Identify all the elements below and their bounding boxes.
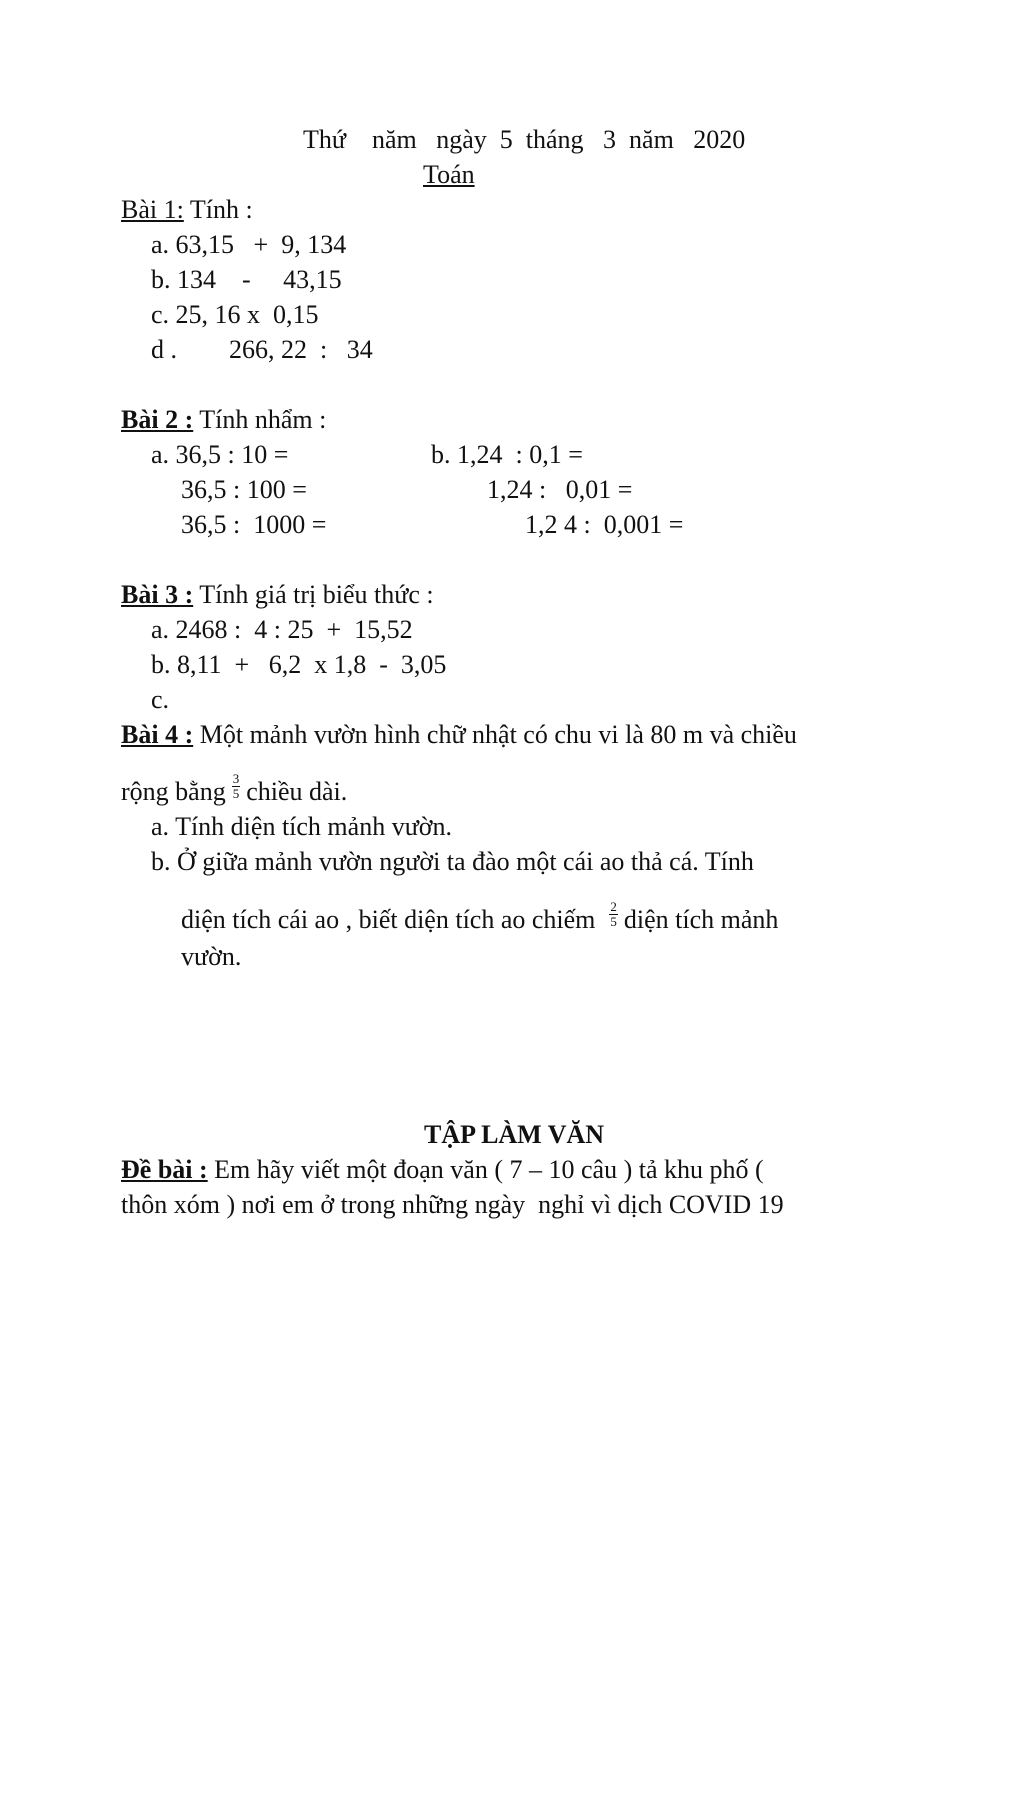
fraction-two-fifths <box>609 898 618 929</box>
bai1-item-b: b. 134 - 43,15 <box>151 265 342 294</box>
fraction-denominator: 5 <box>610 913 617 929</box>
bai4-item-a: a. Tính diện tích mảnh vườn. <box>151 812 453 841</box>
bai3-instruction: Tính giá trị biểu thức : <box>193 580 434 609</box>
bai4-line2-post: chiều dài. <box>246 777 348 806</box>
date-line: Thứ năm ngày 5 tháng 3 năm 2020 <box>303 125 746 154</box>
bai4-line1: Một mảnh vườn hình chữ nhật có chu vi là 80 m và chiều <box>193 720 797 749</box>
essay-heading: TẬP LÀM VĂN <box>424 1120 605 1149</box>
bai4-line2-pre: rộng bằng <box>121 777 226 806</box>
bai1-heading <box>121 195 253 225</box>
bai4-title: Bài 4 : <box>121 720 194 749</box>
bai3-item-a: a. 2468 : 4 : 25 + 15,52 <box>151 615 413 644</box>
bai3-item-c: c. <box>151 685 170 714</box>
fraction-numerator: 2 <box>610 898 617 914</box>
bai1-item-d: d . 266, 22 : 34 <box>151 335 373 364</box>
bai3-item-b: b. 8,11 + 6,2 x 1,8 - 3,05 <box>151 650 447 679</box>
bai3-heading <box>121 580 434 610</box>
bai2-left-a: a. 36,5 : 10 = <box>151 440 289 469</box>
bai4-item-b2 <box>181 898 779 936</box>
bai2-right-c: 1,2 4 : 0,001 = <box>525 510 684 539</box>
bai2-title: Bài 2 : <box>121 405 194 434</box>
essay-line1-text: Em hãy viết một đoạn văn ( 7 – 10 câu ) tả khu phố ( <box>207 1155 764 1184</box>
bai2-right-a: b. 1,24 : 0,1 = <box>431 440 583 469</box>
essay-prompt-line2: thôn xóm ) nơi em ở trong những ngày nghỉ vì dịch COVID 19 <box>121 1190 784 1219</box>
bai2-left-c: 36,5 : 1000 = <box>181 510 327 539</box>
bai4-line2 <box>121 770 348 808</box>
essay-prompt-line1 <box>121 1155 764 1185</box>
bai4-heading <box>121 720 797 750</box>
subject-title: Toán <box>423 160 475 189</box>
bai3-title: Bài 3 : <box>121 580 194 609</box>
fraction-three-fifths <box>232 770 241 801</box>
bai2-right-b: 1,24 : 0,01 = <box>487 475 633 504</box>
bai1-instruction: Tính : <box>183 195 253 224</box>
fraction-numerator: 3 <box>232 770 240 786</box>
bai1-item-c: c. 25, 16 x 0,15 <box>151 300 319 329</box>
bai1-title: Bài 1: <box>121 195 184 224</box>
bai1-item-a: a. 63,15 + 9, 134 <box>151 230 347 259</box>
bai2-instruction: Tính nhẩm : <box>193 405 327 434</box>
bai4-item-b1: b. Ở giữa mảnh vườn người ta đào một cái ao thả cá. Tính <box>151 847 754 876</box>
essay-label: Đề bài : <box>121 1155 208 1184</box>
fraction-denominator: 5 <box>232 785 240 801</box>
bai2-heading <box>121 405 326 435</box>
bai4-item-b3: vườn. <box>181 942 242 971</box>
bai2-left-b: 36,5 : 100 = <box>181 475 307 504</box>
bai4-item-b2-pre: diện tích cái ao , biết diện tích ao chiếm <box>181 905 596 934</box>
bai4-item-b2-post: diện tích mảnh <box>623 905 779 934</box>
